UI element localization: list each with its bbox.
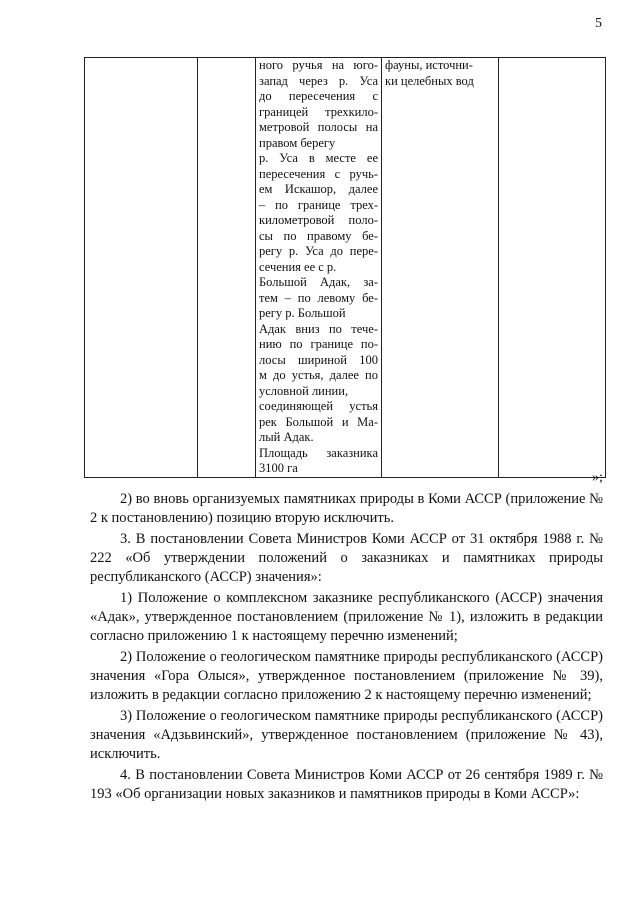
paragraph: 4. В постановлении Совета Министров Коми АССР от 26 сентября 1989 г. № 193 «Об организации новых заказников и памятников природы в Коми АССР»: <box>90 767 603 802</box>
table-text-line: р. Уса в месте ее <box>259 151 378 165</box>
table-text-line: нию по границе по- <box>259 337 378 351</box>
table-text-line: 3100 га <box>259 461 298 475</box>
table-text-line: регу р. Большой <box>259 306 346 320</box>
protected-objects-cell <box>382 58 499 478</box>
table-cell-empty-1 <box>85 58 198 478</box>
table-text-line: границей трехкило- <box>259 104 378 119</box>
table-text-line: запад через р. Уса <box>259 73 378 88</box>
paragraph: 3) Положение о геологическом памятнике природы республиканского (АССР) значения «Адзьвинский», утвержденное постановлением (приложение № 43), исключить. <box>90 708 603 762</box>
table-text-line: правом берегу <box>259 135 336 150</box>
table-cell-empty-2 <box>198 58 256 478</box>
table-text-line: – по границе трех- <box>259 197 378 212</box>
table-cell-empty-5 <box>499 58 606 478</box>
page-number: 5 <box>595 16 602 31</box>
table-text-line: лый Адак. <box>259 430 314 444</box>
table-text-line: рек Большой и Ма- <box>259 414 378 429</box>
paragraph: 1) Положение о комплексном заказнике республиканского (АССР) значения «Адак», утвержденное постановлением (приложение № 1), изложить в редакции согласно приложению 1 к настоящему перечню изменений; <box>90 590 603 644</box>
table-text-line: сы по правому бе- <box>259 228 378 243</box>
table-text-line: ем Искашор, далее <box>259 182 378 196</box>
table-text-line: до пересечения с <box>259 89 378 103</box>
table-text-line: километровой поло- <box>259 213 378 227</box>
table-text-line: пересечения с ручь- <box>259 166 378 181</box>
table-row <box>85 58 606 478</box>
table-text-line: м до устья, далее по <box>259 368 378 382</box>
paragraph: 2) во вновь организуемых памятниках природы в Коми АССР (приложение № 2 к постановлению) позицию вторую исключить. <box>90 491 603 526</box>
table-text-line: фауны, источни- <box>385 58 473 72</box>
table-text-line: ного ручья на юго- <box>259 58 378 72</box>
boundary-table <box>84 57 606 478</box>
boundary-description-cell <box>256 58 382 478</box>
table-text-line: условной линии, <box>259 383 349 398</box>
table-text-line: метровой полосы на <box>259 120 378 134</box>
closing-quote: »; <box>592 470 603 485</box>
table-text-line: Большой Адак, за- <box>259 275 378 289</box>
table-text-line: ки целебных вод <box>385 73 474 88</box>
table-text-line: тем – по левому бе- <box>259 290 378 305</box>
document-body <box>90 490 603 806</box>
table-text-line: соединяющей устья <box>259 399 378 413</box>
paragraph: 2) Положение о геологическом памятнике природы республиканского (АССР) значения «Гора Олыся», утвержденное постановлением (приложение № 39), изложить в редакции согласно приложению 2 к настоящему перечню изменений; <box>90 649 603 703</box>
paragraph: 3. В постановлении Совета Министров Коми АССР от 31 октября 1988 г. № 222 «Об утверждении положений о заказниках и памятниках природы республиканского (АССР) значения»: <box>90 531 603 585</box>
table-text-line: сечения ее с р. <box>259 259 337 274</box>
table-text-line: регу р. Уса до пере- <box>259 244 378 258</box>
table-text-line: лосы шириной 100 <box>259 352 378 367</box>
table-text-line: Адак вниз по тече- <box>259 321 378 336</box>
table-text-line: Площадь заказника <box>259 445 378 460</box>
